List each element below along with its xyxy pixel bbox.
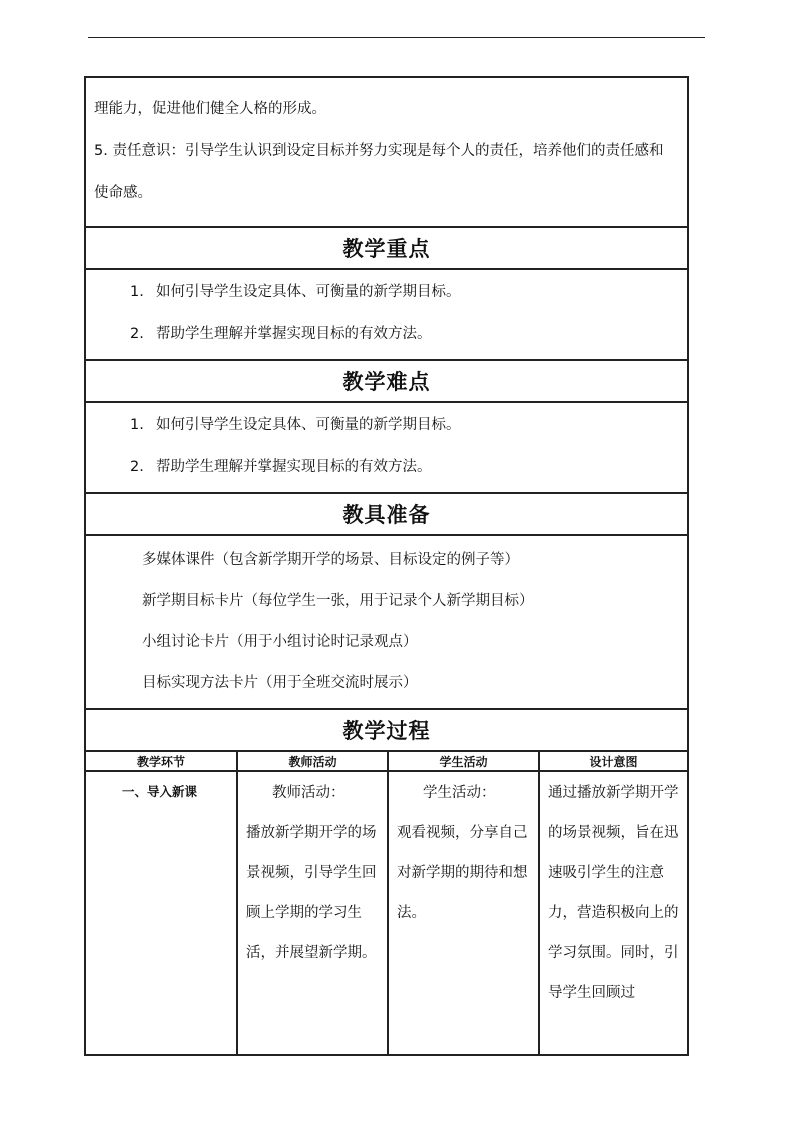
difficult-points-heading: 教学难点 xyxy=(86,361,687,403)
table-row xyxy=(86,771,687,1054)
objective-item-5: 5. 责任意识：引导学生认识到设定目标并努力实现是每个人的责任，培养他们的责任感和使命感。 xyxy=(94,143,664,201)
list-item: 2. 帮助学生理解并掌握实现目标的有效方法。 xyxy=(130,459,432,475)
teaching-tools-heading: 教具准备 xyxy=(86,494,687,536)
stage-cell xyxy=(86,771,237,1054)
student-activity-lead: 学生活动： xyxy=(423,785,496,801)
design-intent-text: 通过播放新学期开学的场景视频，旨在迅速吸引学生的注意力，营造积极向上的学习氛围。同时，引导学生回顾过 xyxy=(548,785,679,1001)
student-activity-text: 观看视频，分享自己对新学期的期待和想法。 xyxy=(397,825,528,921)
key-points-heading: 教学重点 xyxy=(86,228,687,270)
header-teacher: 教师活动 xyxy=(237,752,388,771)
header-design: 设计意图 xyxy=(539,752,687,771)
stage-label: 一、导入新课 xyxy=(122,784,198,799)
key-points-list xyxy=(86,270,687,361)
list-item: 2. 帮助学生理解并掌握实现目标的有效方法。 xyxy=(130,326,432,342)
teacher-activity-lead: 教师活动： xyxy=(272,785,345,801)
list-item: 新学期目标卡片（每位学生一张，用于记录个人新学期目标） xyxy=(142,593,534,609)
teaching-process-section xyxy=(86,752,687,1054)
process-header-row xyxy=(86,752,687,771)
lesson-plan-table xyxy=(84,76,689,1056)
header-student: 学生活动 xyxy=(388,752,539,771)
list-item: 小组讨论卡片（用于小组讨论时记录观点） xyxy=(142,634,418,650)
header-rule xyxy=(88,37,705,38)
header-stage: 教学环节 xyxy=(86,752,237,771)
teacher-activity-cell xyxy=(237,771,388,1054)
teacher-activity-text: 播放新学期开学的场景视频，引导学生回顾上学期的学习生活，并展望新学期。 xyxy=(246,825,377,961)
teaching-tools-list xyxy=(86,536,687,710)
design-intent-cell xyxy=(539,771,687,1054)
list-item: 多媒体课件（包含新学期开学的场景、目标设定的例子等） xyxy=(142,552,519,568)
student-activity-cell xyxy=(388,771,539,1054)
list-item: 目标实现方法卡片（用于全班交流时展示） xyxy=(142,675,418,691)
difficult-points-list xyxy=(86,403,687,494)
intro-line: 理能力，促进他们健全人格的形成。 xyxy=(94,101,326,117)
list-item: 1. 如何引导学生设定具体、可衡量的新学期目标。 xyxy=(130,284,461,300)
process-table xyxy=(86,752,687,1054)
teaching-process-heading: 教学过程 xyxy=(86,710,687,752)
objectives-continuation xyxy=(86,78,687,228)
list-item: 1. 如何引导学生设定具体、可衡量的新学期目标。 xyxy=(130,417,461,433)
